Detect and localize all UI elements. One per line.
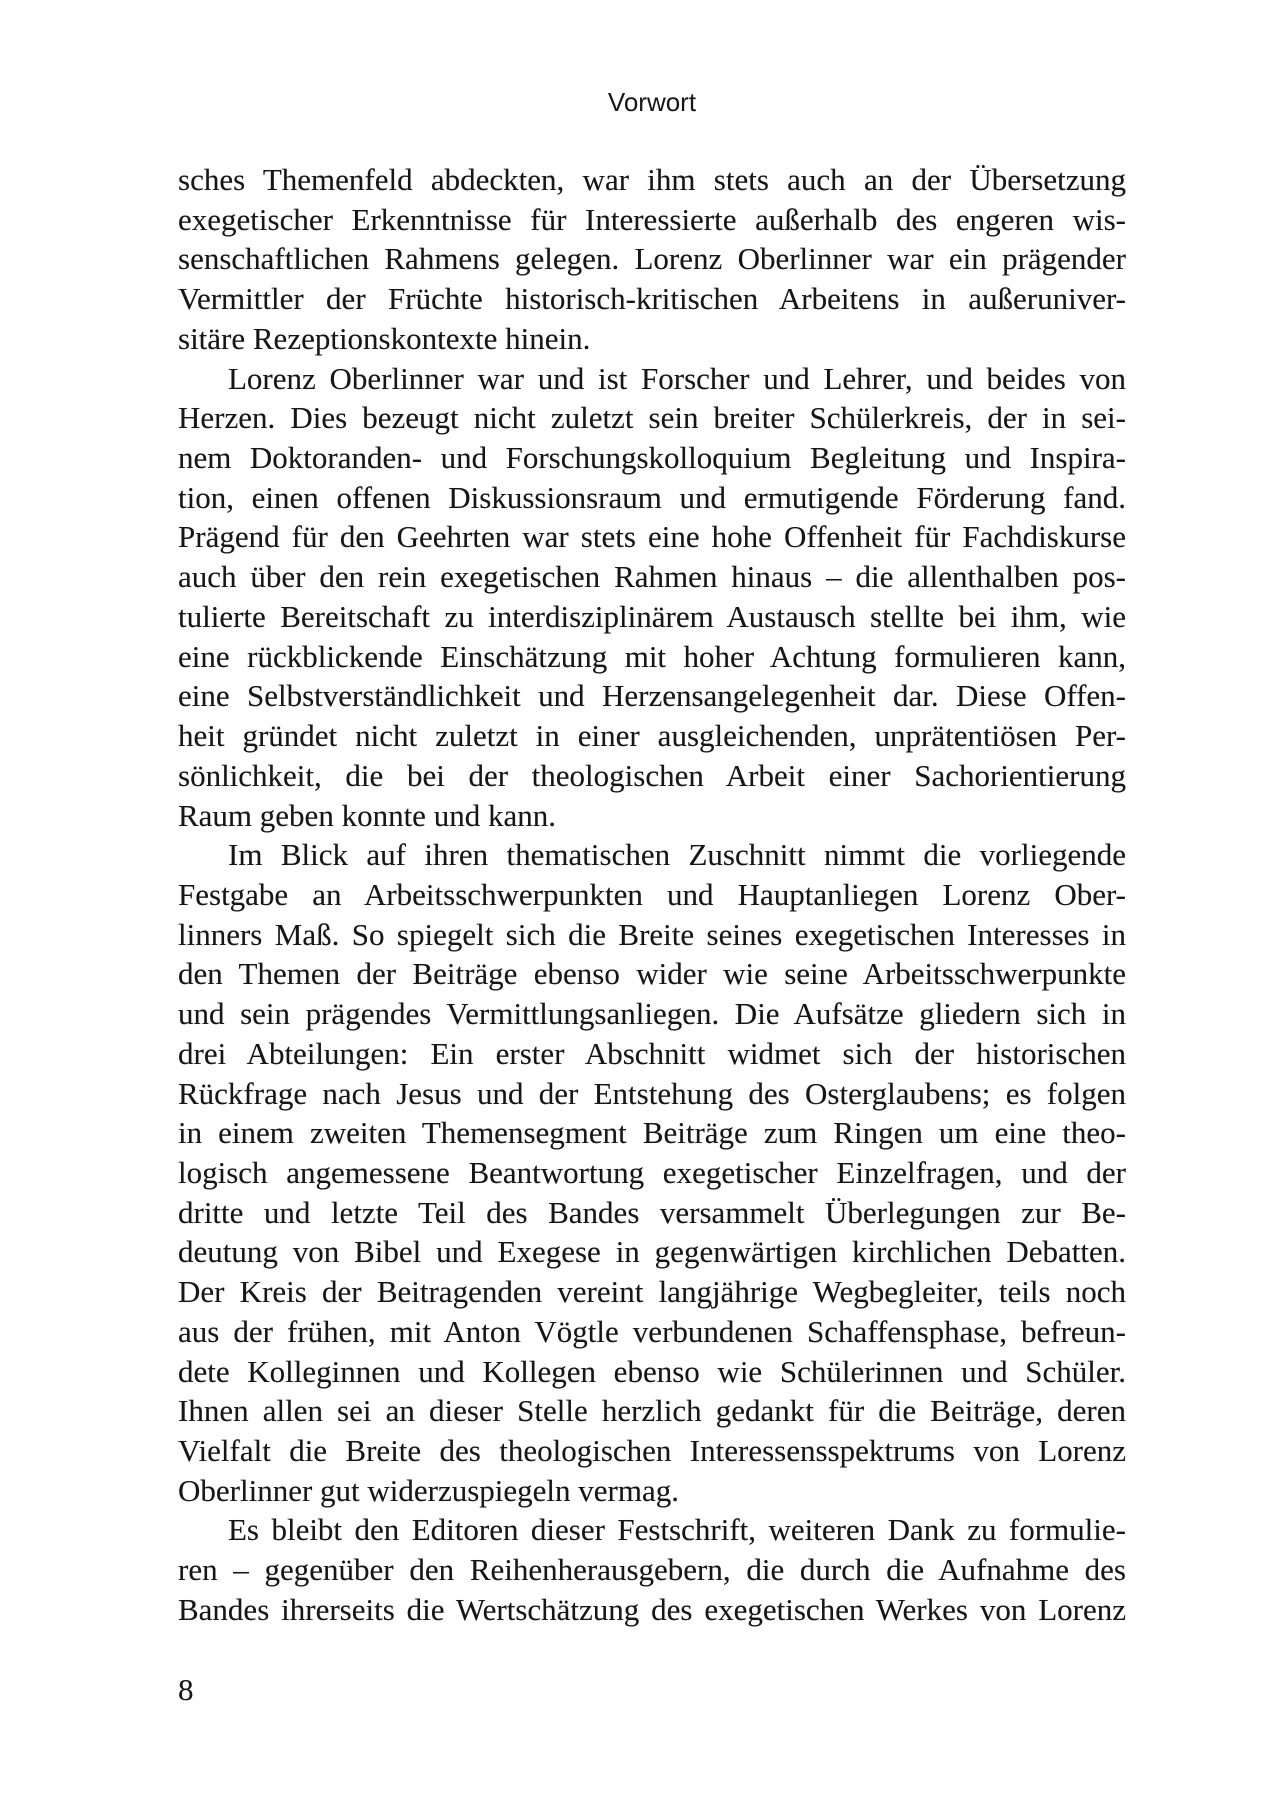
text-line: drei Abteilungen: Ein erster Abschnitt widmet sich der historischen	[178, 1035, 1126, 1071]
text-line: und sein prägendes Vermittlungsanliegen. Die Aufsätze gliedern sich in	[178, 996, 1126, 1032]
paragraph	[178, 835, 1126, 1510]
text-line: logisch angemessene Beantwortung exegetischer Einzelfragen, und der	[178, 1154, 1126, 1190]
text-line: den Themen der Beiträge ebenso wider wie seine Arbeitsschwerpunkte	[178, 956, 1126, 992]
text-line: sitäre Rezeptionskontexte hinein.	[178, 320, 591, 356]
paragraph	[178, 1510, 1126, 1629]
text-line: dritte und letzte Teil des Bandes versammelt Überlegungen zur Be-	[178, 1194, 1126, 1230]
text-line: senschaftlichen Rahmens gelegen. Lorenz Oberlinner war ein prägender	[178, 241, 1126, 277]
text-line: Herzen. Dies bezeugt nicht zuletzt sein breiter Schülerkreis, der in sei-	[178, 400, 1126, 436]
text-line: deutung von Bibel und Exegese in gegenwärtigen kirchlichen Debatten.	[178, 1234, 1126, 1270]
text-line: eine Selbstverständlichkeit und Herzensangelegenheit dar. Diese Offen-	[178, 678, 1126, 714]
page-header: Vorwort	[607, 87, 697, 117]
text-line: Prägend für den Geehrten war stets eine hohe Offenheit für Fachdiskurse	[178, 519, 1126, 555]
text-line: nem Doktoranden- und Forschungskolloquium Begleitung und Inspira-	[178, 440, 1126, 476]
text-line: Bandes ihrerseits die Wertschätzung des exegetischen Werkes von Lorenz	[178, 1591, 1126, 1627]
text-line: tion, einen offenen Diskussionsraum und ermutigende Förderung fand.	[178, 479, 1126, 515]
paragraph	[178, 359, 1126, 836]
text-line: sönlichkeit, die bei der theologischen Arbeit einer Sachorientierung	[178, 757, 1126, 793]
text-line: dete Kolleginnen und Kollegen ebenso wie Schülerinnen und Schüler.	[178, 1353, 1126, 1389]
text-line: Vielfalt die Breite des theologischen Interessensspektrums von Lorenz	[178, 1433, 1126, 1468]
text-line: sches Themenfeld abdeckten, war ihm stets auch an der Übersetzung	[178, 162, 1126, 197]
text-line: in einem zweiten Themensegment Beiträge zum Ringen um eine theo-	[178, 1115, 1126, 1151]
text-line: exegetischer Erkenntnisse für Interessierte außerhalb des engeren wis-	[178, 201, 1126, 237]
text-line: aus der frühen, mit Anton Vögtle verbundenen Schaffensphase, befreun-	[178, 1313, 1126, 1349]
text-line: Oberlinner gut widerzuspiegeln vermag.	[178, 1472, 679, 1508]
text-line: Rückfrage nach Jesus und der Entstehung des Osterglaubens; es folgen	[178, 1075, 1126, 1111]
text-line: auch über den rein exegetischen Rahmen hinaus – die allenthalben pos-	[178, 559, 1126, 595]
text-line: Raum geben konnte und kann.	[178, 797, 556, 833]
text-line: ren – gegenüber den Reihenherausgebern, die durch die Aufnahme des	[178, 1552, 1126, 1588]
paragraph	[178, 160, 1126, 359]
text-line: tulierte Bereitschaft zu interdisziplinärem Austausch stellte bei ihm, wie	[178, 598, 1126, 634]
text-line: eine rückblickende Einschätzung mit hoher Achtung formulieren kann,	[178, 638, 1126, 674]
text-line: Im Blick auf ihren thematischen Zuschnitt nimmt die vorliegende	[228, 837, 1126, 873]
text-line: Lorenz Oberlinner war und ist Forscher und Lehrer, und beides von	[228, 360, 1126, 396]
text-line: Es bleibt den Editoren dieser Festschrift, weiteren Dank zu formulie-	[228, 1512, 1126, 1548]
page-body	[178, 160, 1126, 1630]
text-line: Vermittler der Früchte historisch-kritischen Arbeitens in außeruniver-	[178, 281, 1126, 317]
page-number: 8	[178, 1672, 194, 1707]
text-line: linners Maß. So spiegelt sich die Breite seines exegetischen Interesses in	[178, 916, 1126, 952]
text-line: Festgabe an Arbeitsschwerpunkten und Hauptanliegen Lorenz Ober-	[178, 876, 1126, 912]
text-line: heit gründet nicht zuletzt in einer ausgleichenden, unprätentiösen Per-	[178, 718, 1126, 754]
text-line: Der Kreis der Beitragenden vereint langjährige Wegbegleiter, teils noch	[178, 1274, 1126, 1310]
text-line: Ihnen allen sei an dieser Stelle herzlich gedankt für die Beiträge, deren	[178, 1393, 1126, 1429]
